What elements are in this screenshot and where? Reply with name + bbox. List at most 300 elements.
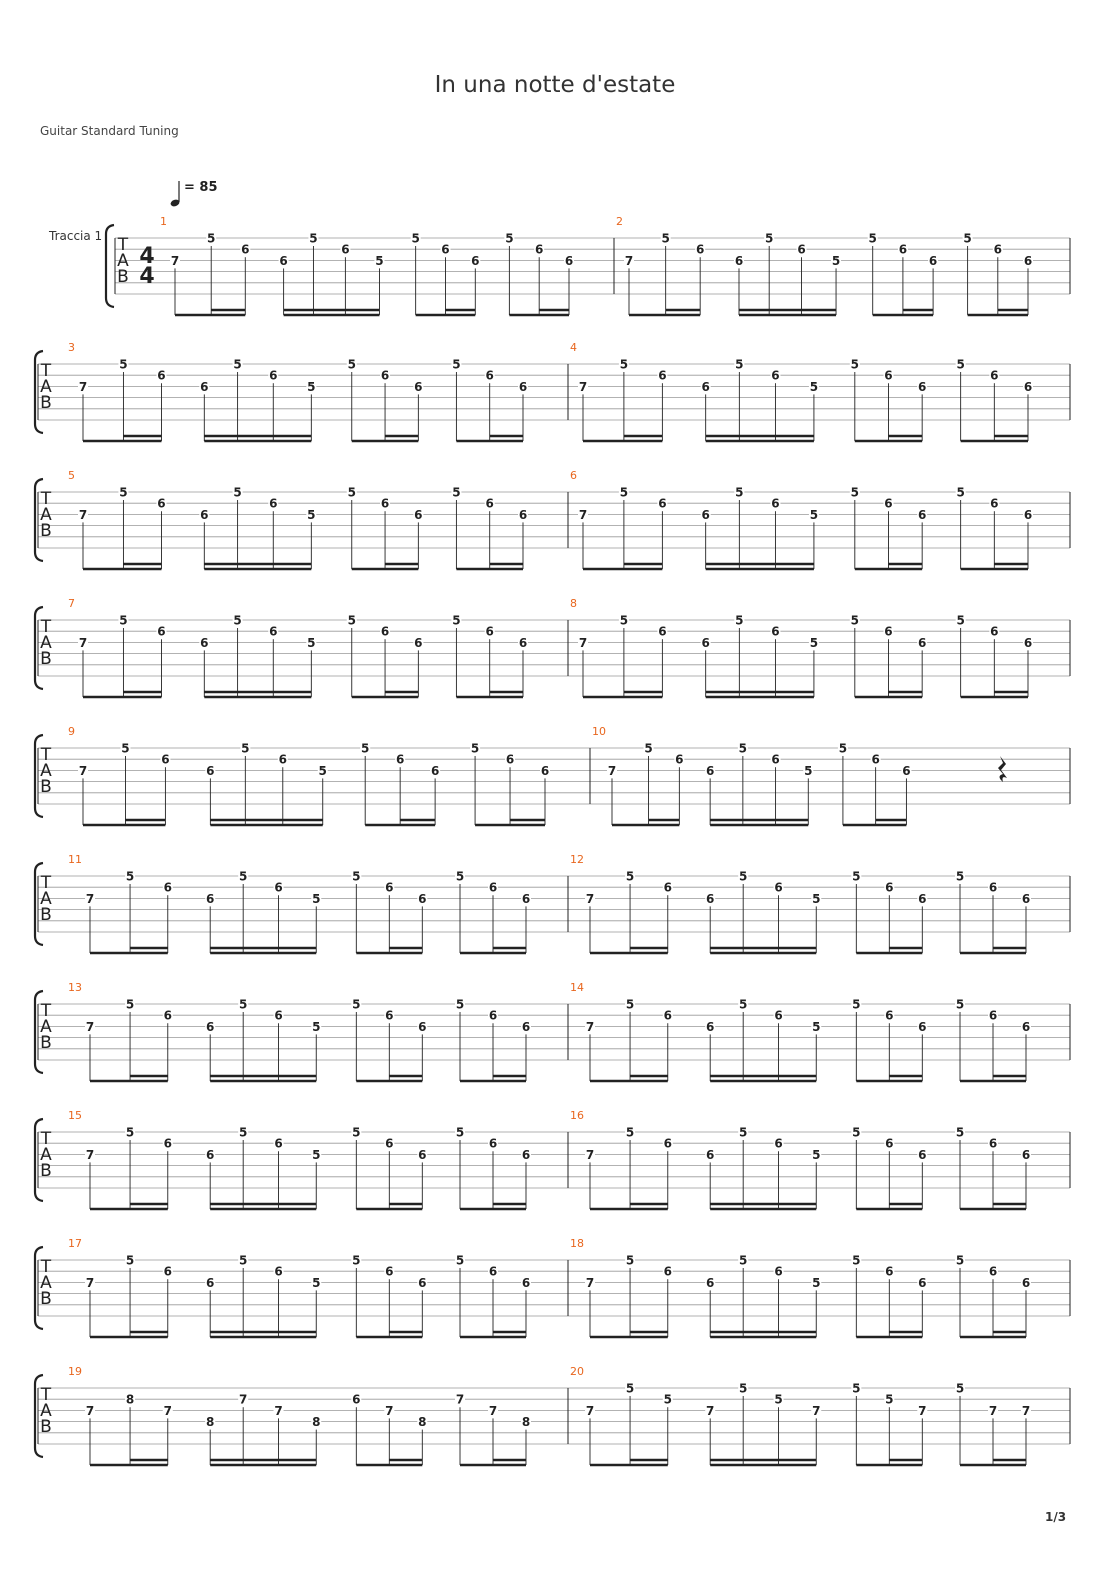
tab-clef-letter: A: [40, 889, 52, 909]
fret-number: 6: [352, 1392, 361, 1407]
fret-number: 6: [706, 891, 715, 906]
fret-number: 6: [471, 253, 480, 268]
measure-number: 20: [570, 1365, 584, 1378]
fret-number: 5: [347, 613, 356, 628]
tab-clef-letter: A: [40, 1273, 52, 1293]
fret-number: 7: [78, 379, 88, 394]
fret-number: 6: [521, 1275, 531, 1290]
fret-number: 5: [625, 1381, 635, 1396]
fret-number: 5: [375, 253, 384, 268]
fret-number: 6: [701, 507, 710, 522]
fret-number: 6: [485, 624, 494, 639]
fret-number: 6: [774, 1136, 783, 1151]
fret-number: 5: [955, 869, 965, 884]
fret-number: 8: [521, 1415, 531, 1430]
fret-number: 5: [455, 1253, 465, 1268]
tab-clef-letter: T: [117, 235, 129, 255]
tab-clef-letter: A: [40, 761, 52, 781]
fret-number: 7: [585, 1403, 595, 1418]
fret-number: 7: [1021, 1403, 1031, 1418]
fret-number: 6: [917, 379, 927, 394]
tab-clef-letter: A: [40, 1145, 52, 1165]
fret-number: 6: [771, 368, 780, 383]
tab-clef-letter: T: [40, 1001, 52, 1021]
fret-number: 6: [564, 253, 574, 268]
fret-number: 6: [518, 635, 528, 650]
fret-number: 5: [661, 231, 670, 246]
fret-number: 6: [1023, 379, 1033, 394]
fret-number: 5: [774, 1392, 783, 1407]
fret-number: 5: [307, 635, 316, 650]
fret-number: 5: [804, 763, 813, 778]
fret-number: 6: [771, 496, 780, 511]
fret-number: 7: [585, 1275, 595, 1290]
fret-number: 6: [884, 624, 893, 639]
fret-number: 6: [505, 752, 515, 767]
fret-number: 5: [739, 1125, 748, 1140]
fret-number: 6: [917, 507, 927, 522]
fret-number: 7: [239, 1392, 248, 1407]
fret-number: 8: [206, 1415, 215, 1430]
fret-number: 6: [658, 624, 667, 639]
fret-number: 5: [812, 1019, 821, 1034]
fret-number: 5: [307, 379, 316, 394]
fret-number: 5: [852, 997, 861, 1012]
time-signature-bottom: 4: [139, 264, 155, 289]
fret-number: 5: [119, 485, 128, 500]
fret-number: 5: [735, 485, 744, 500]
tab-system: [35, 1365, 1070, 1465]
fret-number: 5: [312, 1147, 321, 1162]
fret-number: 6: [163, 880, 172, 895]
fret-number: 5: [812, 1147, 821, 1162]
measure-number: 17: [68, 1237, 82, 1250]
tab-system: [35, 1237, 1070, 1337]
fret-number: 5: [452, 613, 461, 628]
fret-number: 5: [735, 357, 744, 372]
fret-number: 6: [1021, 1147, 1031, 1162]
fret-number: 6: [918, 1147, 927, 1162]
fret-number: 7: [85, 1019, 95, 1034]
fret-number: 5: [809, 507, 819, 522]
fret-number: 6: [993, 242, 1002, 257]
fret-number: 5: [455, 1125, 465, 1140]
fret-number: 6: [1021, 1019, 1031, 1034]
fret-number: 6: [518, 379, 528, 394]
fret-number: 5: [838, 741, 848, 756]
fret-number: 6: [157, 368, 166, 383]
fret-number: 6: [988, 880, 998, 895]
tab-clef-letter: T: [40, 617, 52, 637]
fret-number: 6: [898, 242, 908, 257]
fret-number: 6: [771, 752, 780, 767]
fret-number: 6: [797, 242, 806, 257]
fret-number: 5: [361, 741, 370, 756]
fret-number: 6: [441, 242, 450, 257]
fret-number: 5: [850, 357, 859, 372]
fret-number: 6: [274, 1264, 283, 1279]
fret-number: 6: [418, 891, 427, 906]
fret-number: 6: [885, 1136, 894, 1151]
fret-number: 5: [955, 1381, 965, 1396]
track-name: Traccia 1: [49, 229, 103, 243]
fret-number: 5: [735, 613, 744, 628]
tab-clef-letter: B: [40, 1033, 52, 1053]
fret-number: 6: [157, 496, 166, 511]
fret-number: 7: [988, 1403, 998, 1418]
fret-number: 7: [488, 1403, 498, 1418]
fret-number: 6: [771, 624, 780, 639]
fret-number: 5: [455, 869, 465, 884]
fret-number: 6: [774, 880, 783, 895]
fret-number: 6: [988, 1264, 998, 1279]
fret-number: 6: [163, 1136, 172, 1151]
fret-number: 6: [395, 752, 405, 767]
tab-clef-letter: T: [40, 361, 52, 381]
fret-number: 6: [269, 496, 278, 511]
fret-number: 7: [78, 763, 88, 778]
fret-number: 7: [918, 1403, 927, 1418]
fret-number: 6: [485, 496, 494, 511]
fret-number: 7: [578, 507, 588, 522]
song-title: In una notte d'estate: [434, 72, 676, 98]
fret-number: 5: [239, 1253, 248, 1268]
fret-number: 8: [312, 1415, 321, 1430]
tab-clef-letter: A: [117, 251, 129, 271]
fret-number: 7: [455, 1392, 465, 1407]
measure-number: 4: [570, 341, 577, 354]
fret-number: 7: [812, 1403, 821, 1418]
fret-number: 6: [918, 891, 927, 906]
measure-number: 8: [570, 597, 577, 610]
fret-number: 7: [85, 1275, 95, 1290]
fret-number: 5: [119, 613, 128, 628]
tab-clef-letter: A: [40, 377, 52, 397]
tab-clef-letter: B: [40, 393, 52, 413]
tab-system: [35, 597, 1070, 697]
fret-number: 5: [625, 997, 635, 1012]
tab-clef-letter: B: [40, 521, 52, 541]
fret-number: 6: [988, 1008, 998, 1023]
measure-number: 15: [68, 1109, 82, 1122]
fret-number: 6: [535, 242, 544, 257]
fret-number: 5: [765, 231, 774, 246]
fret-number: 5: [809, 379, 819, 394]
tempo-marking: = 85: [184, 180, 218, 195]
tab-system: [35, 981, 1070, 1081]
fret-number: 6: [418, 1147, 427, 1162]
quarter-rest-icon: [998, 756, 1007, 782]
fret-number: 6: [380, 496, 390, 511]
measure-number: 9: [68, 725, 75, 738]
fret-number: 7: [578, 635, 588, 650]
tab-clef-letter: A: [40, 1401, 52, 1421]
fret-number: 5: [739, 997, 748, 1012]
fret-number: 5: [852, 869, 861, 884]
fret-number: 6: [695, 242, 705, 257]
fret-number: 5: [831, 253, 841, 268]
fret-number: 6: [918, 1275, 927, 1290]
fret-number: 5: [239, 869, 248, 884]
fret-number: 6: [706, 1019, 715, 1034]
measure-number: 16: [570, 1109, 584, 1122]
fret-number: 6: [274, 1136, 283, 1151]
fret-number: 5: [125, 997, 135, 1012]
fret-number: 5: [312, 891, 321, 906]
fret-number: 6: [663, 1136, 672, 1151]
fret-number: 6: [885, 1264, 894, 1279]
tab-clef-letter: A: [40, 633, 52, 653]
fret-number: 7: [170, 253, 180, 268]
fret-number: 6: [871, 752, 880, 767]
fret-number: 6: [705, 763, 715, 778]
fret-number: 6: [990, 368, 999, 383]
time-signature-top: 4: [139, 244, 155, 269]
fret-number: 6: [1023, 635, 1033, 650]
measure-number: 19: [68, 1365, 82, 1378]
fret-number: 6: [884, 496, 893, 511]
fret-number: 6: [200, 635, 209, 650]
measure-number: 6: [570, 469, 577, 482]
fret-number: 6: [488, 1264, 498, 1279]
fret-number: 5: [739, 1253, 748, 1268]
fret-number: 6: [385, 1264, 394, 1279]
fret-number: 6: [206, 1275, 215, 1290]
fret-number: 5: [619, 485, 629, 500]
fret-number: 5: [411, 231, 420, 246]
tab-clef-letter: T: [40, 1385, 52, 1405]
fret-number: 5: [809, 635, 819, 650]
fret-number: 6: [1023, 253, 1033, 268]
fret-number: 6: [701, 379, 710, 394]
fret-number: 5: [125, 869, 135, 884]
tab-clef-letter: B: [117, 267, 129, 287]
page-number: 1/3: [1045, 1510, 1067, 1524]
fret-number: 5: [352, 1253, 361, 1268]
fret-number: 6: [385, 1008, 394, 1023]
measure-number: 2: [616, 215, 623, 228]
fret-number: 5: [239, 1125, 248, 1140]
measure-number: 13: [68, 981, 82, 994]
fret-number: 5: [625, 1125, 635, 1140]
fret-number: 6: [414, 507, 423, 522]
fret-number: 6: [706, 1275, 715, 1290]
fret-number: 5: [241, 741, 250, 756]
fret-number: 5: [312, 1019, 321, 1034]
fret-number: 6: [380, 368, 390, 383]
fret-number: 5: [739, 869, 748, 884]
fret-number: 5: [452, 357, 461, 372]
fret-number: 6: [341, 242, 350, 257]
fret-number: 7: [585, 891, 595, 906]
measure-number: 14: [570, 981, 584, 994]
system-bracket: [106, 225, 114, 307]
fret-number: 5: [207, 231, 216, 246]
fret-number: 6: [663, 880, 672, 895]
fret-number: 6: [430, 763, 440, 778]
fret-number: 5: [812, 891, 821, 906]
fret-number: 6: [200, 507, 209, 522]
tab-clef-letter: T: [40, 1257, 52, 1277]
fret-number: 6: [1021, 891, 1031, 906]
measure-number: 11: [68, 853, 82, 866]
fret-number: 6: [988, 1136, 998, 1151]
tab-system: [106, 215, 1070, 315]
measure-number: 18: [570, 1237, 584, 1250]
fret-number: 8: [418, 1415, 427, 1430]
fret-number: 7: [85, 891, 95, 906]
fret-number: 6: [274, 1008, 283, 1023]
tab-clef-letter: B: [40, 1289, 52, 1309]
fret-number: 7: [78, 507, 88, 522]
fret-number: 6: [990, 624, 999, 639]
fret-number: 5: [663, 1392, 672, 1407]
fret-number: 6: [658, 496, 667, 511]
fret-number: 5: [852, 1253, 861, 1268]
fret-number: 6: [885, 1008, 894, 1023]
fret-number: 5: [470, 741, 480, 756]
tab-clef-letter: B: [40, 1417, 52, 1437]
fret-number: 5: [739, 1381, 748, 1396]
fret-number: 6: [521, 1019, 531, 1034]
fret-number: 6: [658, 368, 667, 383]
fret-number: 5: [625, 1253, 635, 1268]
measure-number: 12: [570, 853, 584, 866]
tab-clef-letter: B: [40, 649, 52, 669]
fret-number: 6: [540, 763, 550, 778]
fret-number: 6: [675, 752, 684, 767]
fret-number: 5: [233, 357, 242, 372]
fret-number: 5: [125, 1253, 135, 1268]
fret-number: 5: [347, 357, 356, 372]
fret-number: 6: [414, 379, 423, 394]
tab-clef-letter: B: [40, 777, 52, 797]
fret-number: 5: [644, 741, 653, 756]
fret-number: 6: [706, 1147, 715, 1162]
fret-number: 5: [119, 357, 128, 372]
fret-number: 6: [521, 891, 531, 906]
measure-number: 7: [68, 597, 75, 610]
fret-number: 6: [774, 1264, 783, 1279]
tab-system: [35, 1109, 1070, 1209]
tuning-label: Guitar Standard Tuning: [40, 124, 179, 138]
fret-number: 5: [352, 997, 361, 1012]
tab-clef-letter: A: [40, 1017, 52, 1037]
fret-number: 6: [241, 242, 250, 257]
fret-number: 6: [385, 1136, 394, 1151]
fret-number: 6: [990, 496, 999, 511]
tab-clef-letter: T: [40, 1129, 52, 1149]
fret-number: 5: [121, 741, 130, 756]
fret-number: 6: [917, 635, 927, 650]
fret-number: 5: [956, 613, 965, 628]
fret-number: 6: [278, 752, 287, 767]
fret-number: 5: [956, 357, 965, 372]
fret-number: 5: [233, 613, 242, 628]
fret-number: 6: [663, 1008, 672, 1023]
fret-number: 5: [233, 485, 242, 500]
fret-number: 6: [274, 880, 283, 895]
fret-number: 7: [578, 379, 588, 394]
fret-number: 6: [385, 880, 394, 895]
fret-number: 5: [352, 1125, 361, 1140]
fret-number: 6: [734, 253, 744, 268]
fret-number: 6: [928, 253, 938, 268]
measure-number: 5: [68, 469, 75, 482]
fret-number: 5: [956, 485, 965, 500]
fret-number: 6: [206, 1147, 215, 1162]
fret-number: 6: [418, 1019, 427, 1034]
tab-system: [35, 469, 1070, 569]
fret-number: 7: [585, 1019, 595, 1034]
fret-number: 6: [518, 507, 528, 522]
fret-number: 5: [812, 1275, 821, 1290]
fret-number: 7: [85, 1403, 95, 1418]
fret-number: 6: [414, 635, 423, 650]
tab-system: [35, 853, 1070, 953]
fret-number: 5: [239, 997, 248, 1012]
fret-number: 7: [624, 253, 634, 268]
measure-number: 1: [160, 215, 167, 228]
fret-number: 6: [774, 1008, 783, 1023]
fret-number: 5: [955, 1125, 965, 1140]
fret-number: 5: [850, 485, 859, 500]
fret-number: 5: [125, 1125, 135, 1140]
fret-number: 7: [585, 1147, 595, 1162]
fret-number: 6: [206, 763, 215, 778]
tab-clef-letter: A: [40, 505, 52, 525]
fret-number: 6: [269, 368, 278, 383]
fret-number: 6: [269, 624, 278, 639]
fret-number: 5: [452, 485, 461, 500]
fret-number: 6: [918, 1019, 927, 1034]
tab-clef-letter: T: [40, 745, 52, 765]
fret-number: 6: [485, 368, 494, 383]
fret-number: 7: [706, 1403, 715, 1418]
fret-number: 6: [206, 891, 215, 906]
fret-number: 5: [955, 997, 965, 1012]
fret-number: 5: [352, 869, 361, 884]
tab-clef-letter: B: [40, 1161, 52, 1181]
fret-number: 6: [902, 763, 911, 778]
fret-number: 7: [274, 1403, 283, 1418]
fret-number: 5: [312, 1275, 321, 1290]
fret-number: 7: [78, 635, 88, 650]
fret-number: 8: [125, 1392, 135, 1407]
fret-number: 6: [380, 624, 390, 639]
fret-number: 5: [852, 1381, 861, 1396]
fret-number: 6: [701, 635, 710, 650]
fret-number: 6: [161, 752, 170, 767]
tab-clef-letter: T: [40, 873, 52, 893]
fret-number: 6: [200, 379, 209, 394]
fret-number: 6: [521, 1147, 531, 1162]
fret-number: 5: [955, 1253, 965, 1268]
tab-system: [35, 341, 1070, 441]
fret-number: 6: [1021, 1275, 1031, 1290]
fret-number: 6: [163, 1008, 172, 1023]
fret-number: 5: [852, 1125, 861, 1140]
fret-number: 7: [385, 1403, 394, 1418]
fret-number: 6: [488, 1136, 498, 1151]
fret-number: 5: [307, 507, 316, 522]
fret-number: 5: [505, 231, 514, 246]
fret-number: 6: [1023, 507, 1033, 522]
fret-number: 6: [488, 880, 498, 895]
fret-number: 5: [885, 1392, 894, 1407]
fret-number: 5: [347, 485, 356, 500]
measure-number: 10: [592, 725, 606, 738]
